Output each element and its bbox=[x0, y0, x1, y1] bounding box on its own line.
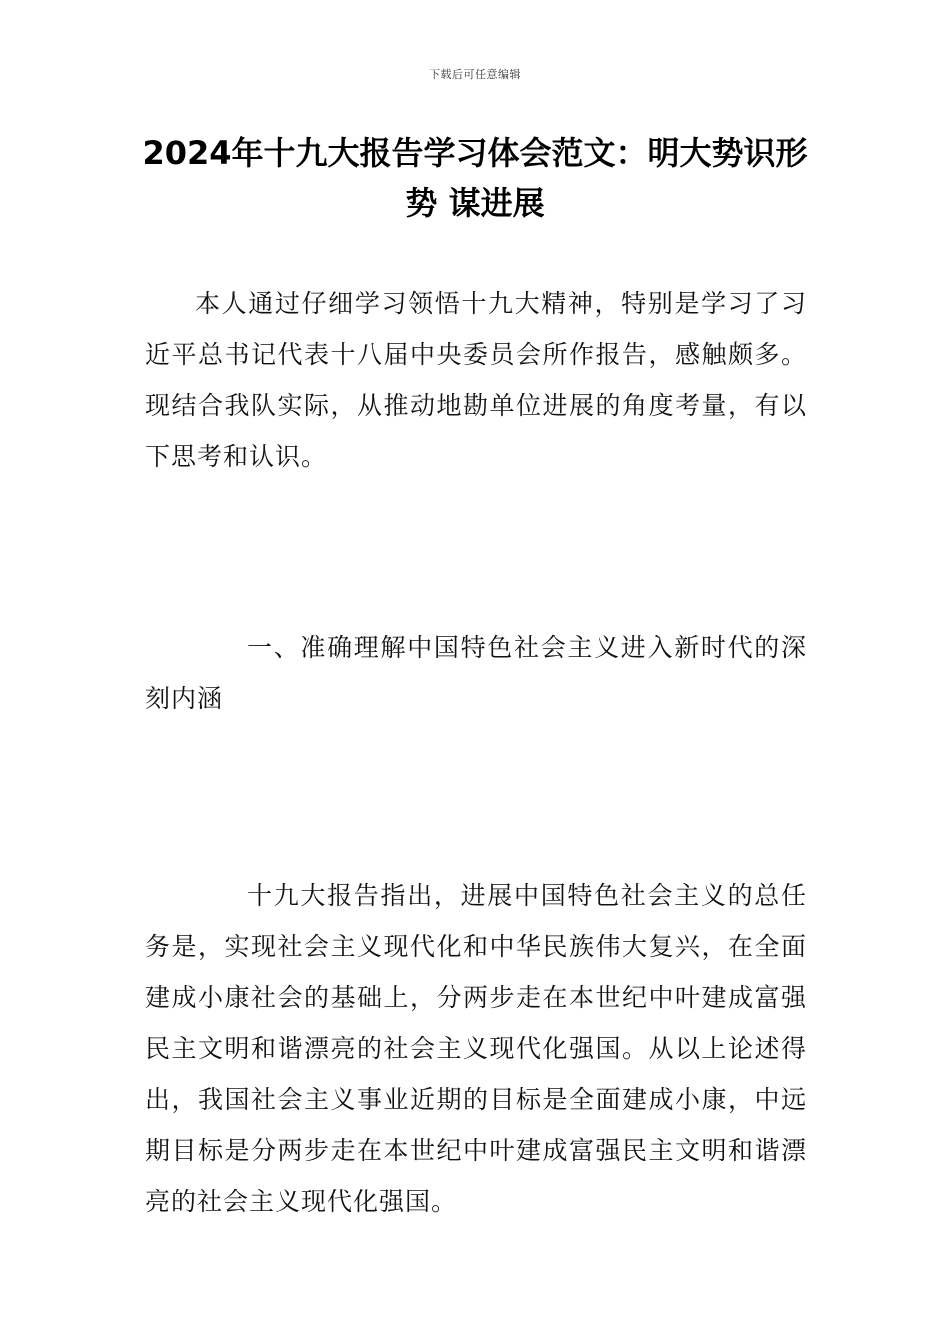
intro-paragraph: 本人通过仔细学习领悟十九大精神，特别是学习了习近平总书记代表十八届中央委员会所作报告，感触颇多。现结合我队实际，从推动地勘单位进展的角度考量，有以下思考和认识。 bbox=[145, 289, 807, 471]
header-note: 下载后可任意编辑 bbox=[429, 68, 521, 81]
body-paragraph: 十九大报告指出，进展中国特色社会主义的总任务是，实现社会主义现代化和中华民族伟大复兴，在全面建成小康社会的基础上，分两步走在本世纪中叶建成富强民主文明和谐漂亮的社会主义现代化强国。从以上论述得出，我国社会主义事业近期的目标是全面建成小康，中远期目标是分两步走在本世纪中叶建成富强民主文明和谐漂亮的社会主义现代化强国。 bbox=[145, 881, 807, 1216]
section-heading: 一、准确理解中国特色社会主义进入新时代的深刻内涵 bbox=[145, 633, 807, 713]
document-title: 2024年十九大报告学习体会范文：明大势识形势 谋进展 bbox=[142, 134, 808, 222]
